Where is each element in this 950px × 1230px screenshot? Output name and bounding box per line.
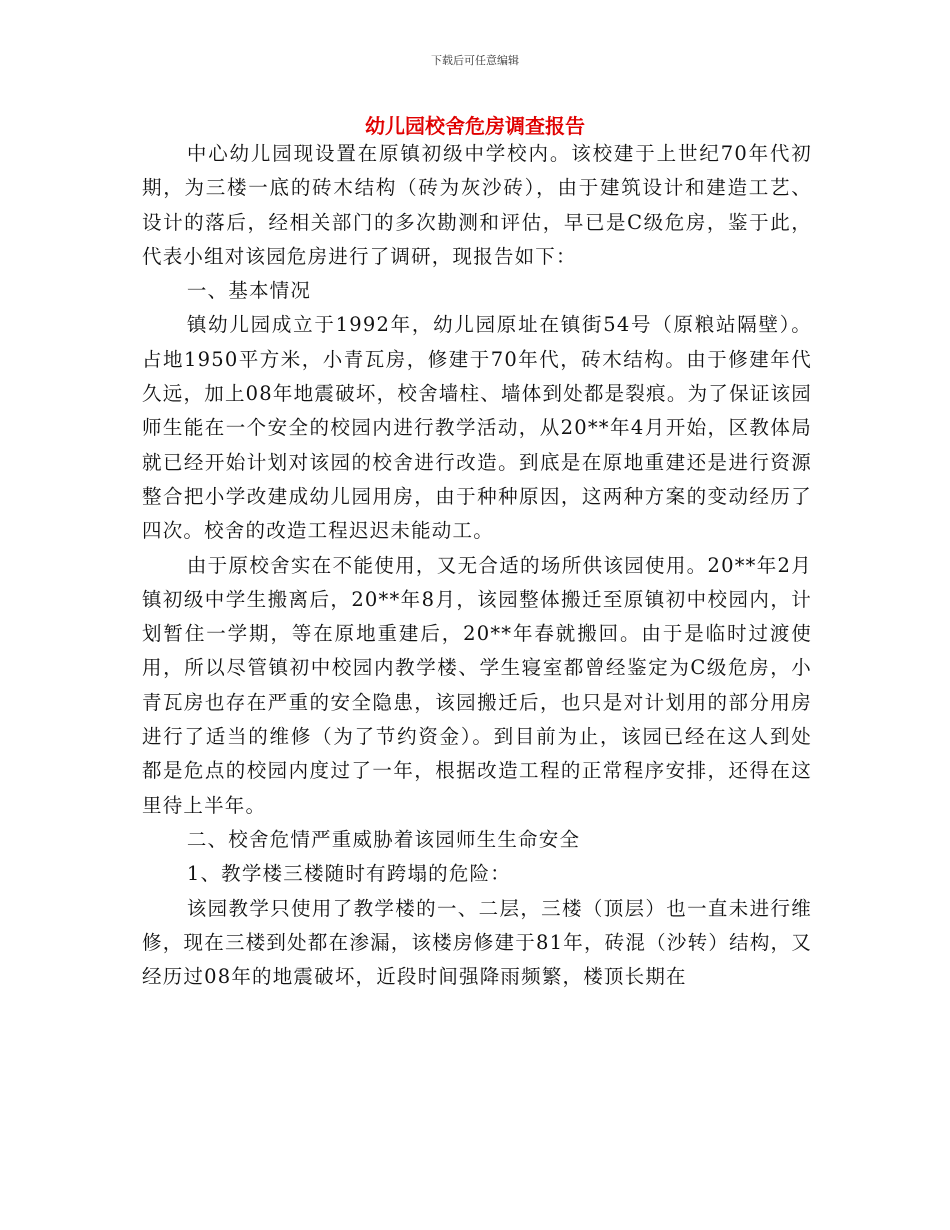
subheading-teaching-building: 1、教学楼三楼随时有跨塌的危险：: [186, 862, 511, 886]
section-heading-danger: 二、校舍危情严重威胁着该园师生生命安全: [186, 827, 581, 851]
paragraph-intro: 中心幼儿园现设置在原镇初级中学校内。该校建于上世纪70年代初期，为三楼一底的砖木结构（砖为灰沙砖），由于建筑设计和建造工艺、设计的落后，经相关部门的多次勘测和评估，早已是C级危房，鉴于此，代表小组对该园危房进行了调研，现报告如下：: [142, 142, 812, 268]
document-title: 幼儿园校舍危房调查报告: [365, 114, 585, 138]
paragraph-basic-situation: 镇幼儿园成立于1992年，幼儿园原址在镇街54号（原粮站隔壁）。占地1950平方米，小青瓦房，修建于70年代，砖木结构。由于修建年代久远，加上08年地震破坏，校舍墙柱、墙体到处都是裂痕。为了保证该园师生能在一个安全的校园内进行教学活动，从20**年4月开始，区教体局就已经开始计划对该园的校舍进行改造。到底是在原地重建还是进行资源整合把小学改建成幼儿园用房，由于种种原因，这两种方案的变动经历了四次。校舍的改造工程迟迟未能动工。: [142, 313, 812, 543]
section-heading-basic-situation: 一、基本情况: [186, 279, 312, 303]
document-body: [142, 137, 812, 994]
paragraph-teaching-building: 该园教学只使用了教学楼的一、二层，三楼（顶层）也一直未进行维修，现在三楼到处都在渗漏，该楼房修建于81年，砖混（沙转）结构，又经历过08年的地震破坏，近段时间强降雨频繁，楼顶长期在: [142, 896, 812, 989]
page-header: 下载后可任意编辑: [431, 54, 519, 67]
paragraph-relocation: 由于原校舍实在不能使用，又无合适的场所供该园使用。20**年2月镇初级中学生搬离后，20**年8月，该园整体搬迁至原镇初中校园内，计划暂住一学期，等在原地重建后，20**年春就搬回。由于是临时过渡使用，所以尽管镇初中校园内教学楼、学生寝室都曾经鉴定为C级危房，小青瓦房也存在严重的安全隐患，该园搬迁后，也只是对计划用的部分用房进行了适当的维修（为了节约资金）。到目前为止，该园已经在这人到处都是危点的校园内度过了一年，根据改造工程的正常程序安排，还得在这里待上半年。: [142, 553, 812, 817]
